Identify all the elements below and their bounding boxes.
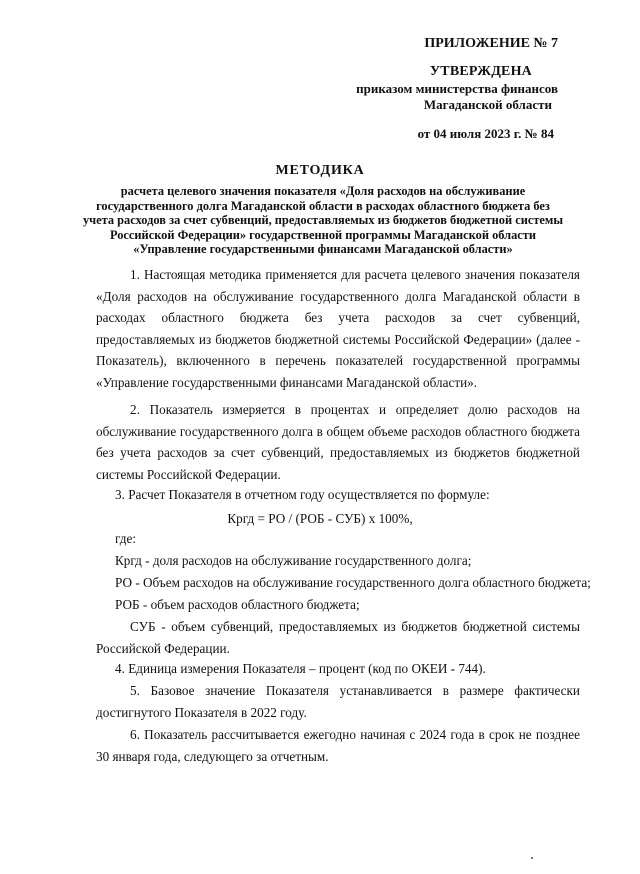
formula: Кргд = РО / (РОБ - СУБ) х 100%, [227,511,413,526]
order-line-2: Магаданской области [423,97,552,112]
definition-sub: СУБ - объем субвенций, предоставляемых из бюджетов бюджетной системы Российской Федерации. [96,619,580,656]
paragraph-6: 6. Показатель рассчитывается ежегодно начиная с 2024 года в срок не позднее 30 января года, следующего за отчетным. [96,727,580,764]
definition-ro: РО - Объем расходов на обслуживание государственного долга областного бюджета; [115,575,591,590]
paragraph-3: 3. Расчет Показателя в отчетном году осуществляется по формуле: [115,487,490,502]
definition-rob: РОБ - объем расходов областного бюджета; [115,597,360,612]
appendix-number: ПРИЛОЖЕНИЕ № 7 [424,36,558,51]
scan-speck [531,857,533,859]
order-date: от 04 июля 2023 г. № 84 [417,126,554,141]
order-line-1: приказом министерства финансов [356,81,558,96]
where-label: где: [115,531,136,546]
approved-label: УТВЕРЖДЕНА [429,64,532,79]
paragraph-5: 5. Базовое значение Показателя устанавливается в размере фактически достигнутого Показателя в 2022 году. [96,683,580,720]
paragraph-2: 2. Показатель измеряется в процентах и определяет долю расходов на обслуживание государственного долга в общем объеме расходов областного бюджета без учета расходов за счет субвенций, предоставляемых из бюджетов бюджетной системы Российской Федерации. [96,402,580,482]
document-title: МЕТОДИКА [275,163,365,178]
paragraph-4: 4. Единица измерения Показателя – процент (код по ОКЕИ - 744). [115,661,486,676]
paragraph-1: 1. Настоящая методика применяется для расчета целевого значения показателя «Доля расходов на обслуживание государственного долга Магаданской области в расходах областного бюджета без учета расходов за счет субвенций, предоставляемых из бюджетов бюджетной системы Российской Федерации» (далее - Показатель), включенного в перечень показателей государственной программы «Управление государственными финансами Магаданской области». [96,267,580,390]
definition-kргд: Кргд - доля расходов на обслуживание государственного долга; [115,553,472,568]
document-subtitle: расчета целевого значения показателя «Доля расходов на обслуживание государственного долга Магаданской области в расходах областного бюджета без учета расходов за счет субвенций, предоставляемых из бюджетов бюджетной системы Российской Федерации» государственной программы Магаданской области «Управление государственными финансами Магаданской области» [82,184,564,256]
